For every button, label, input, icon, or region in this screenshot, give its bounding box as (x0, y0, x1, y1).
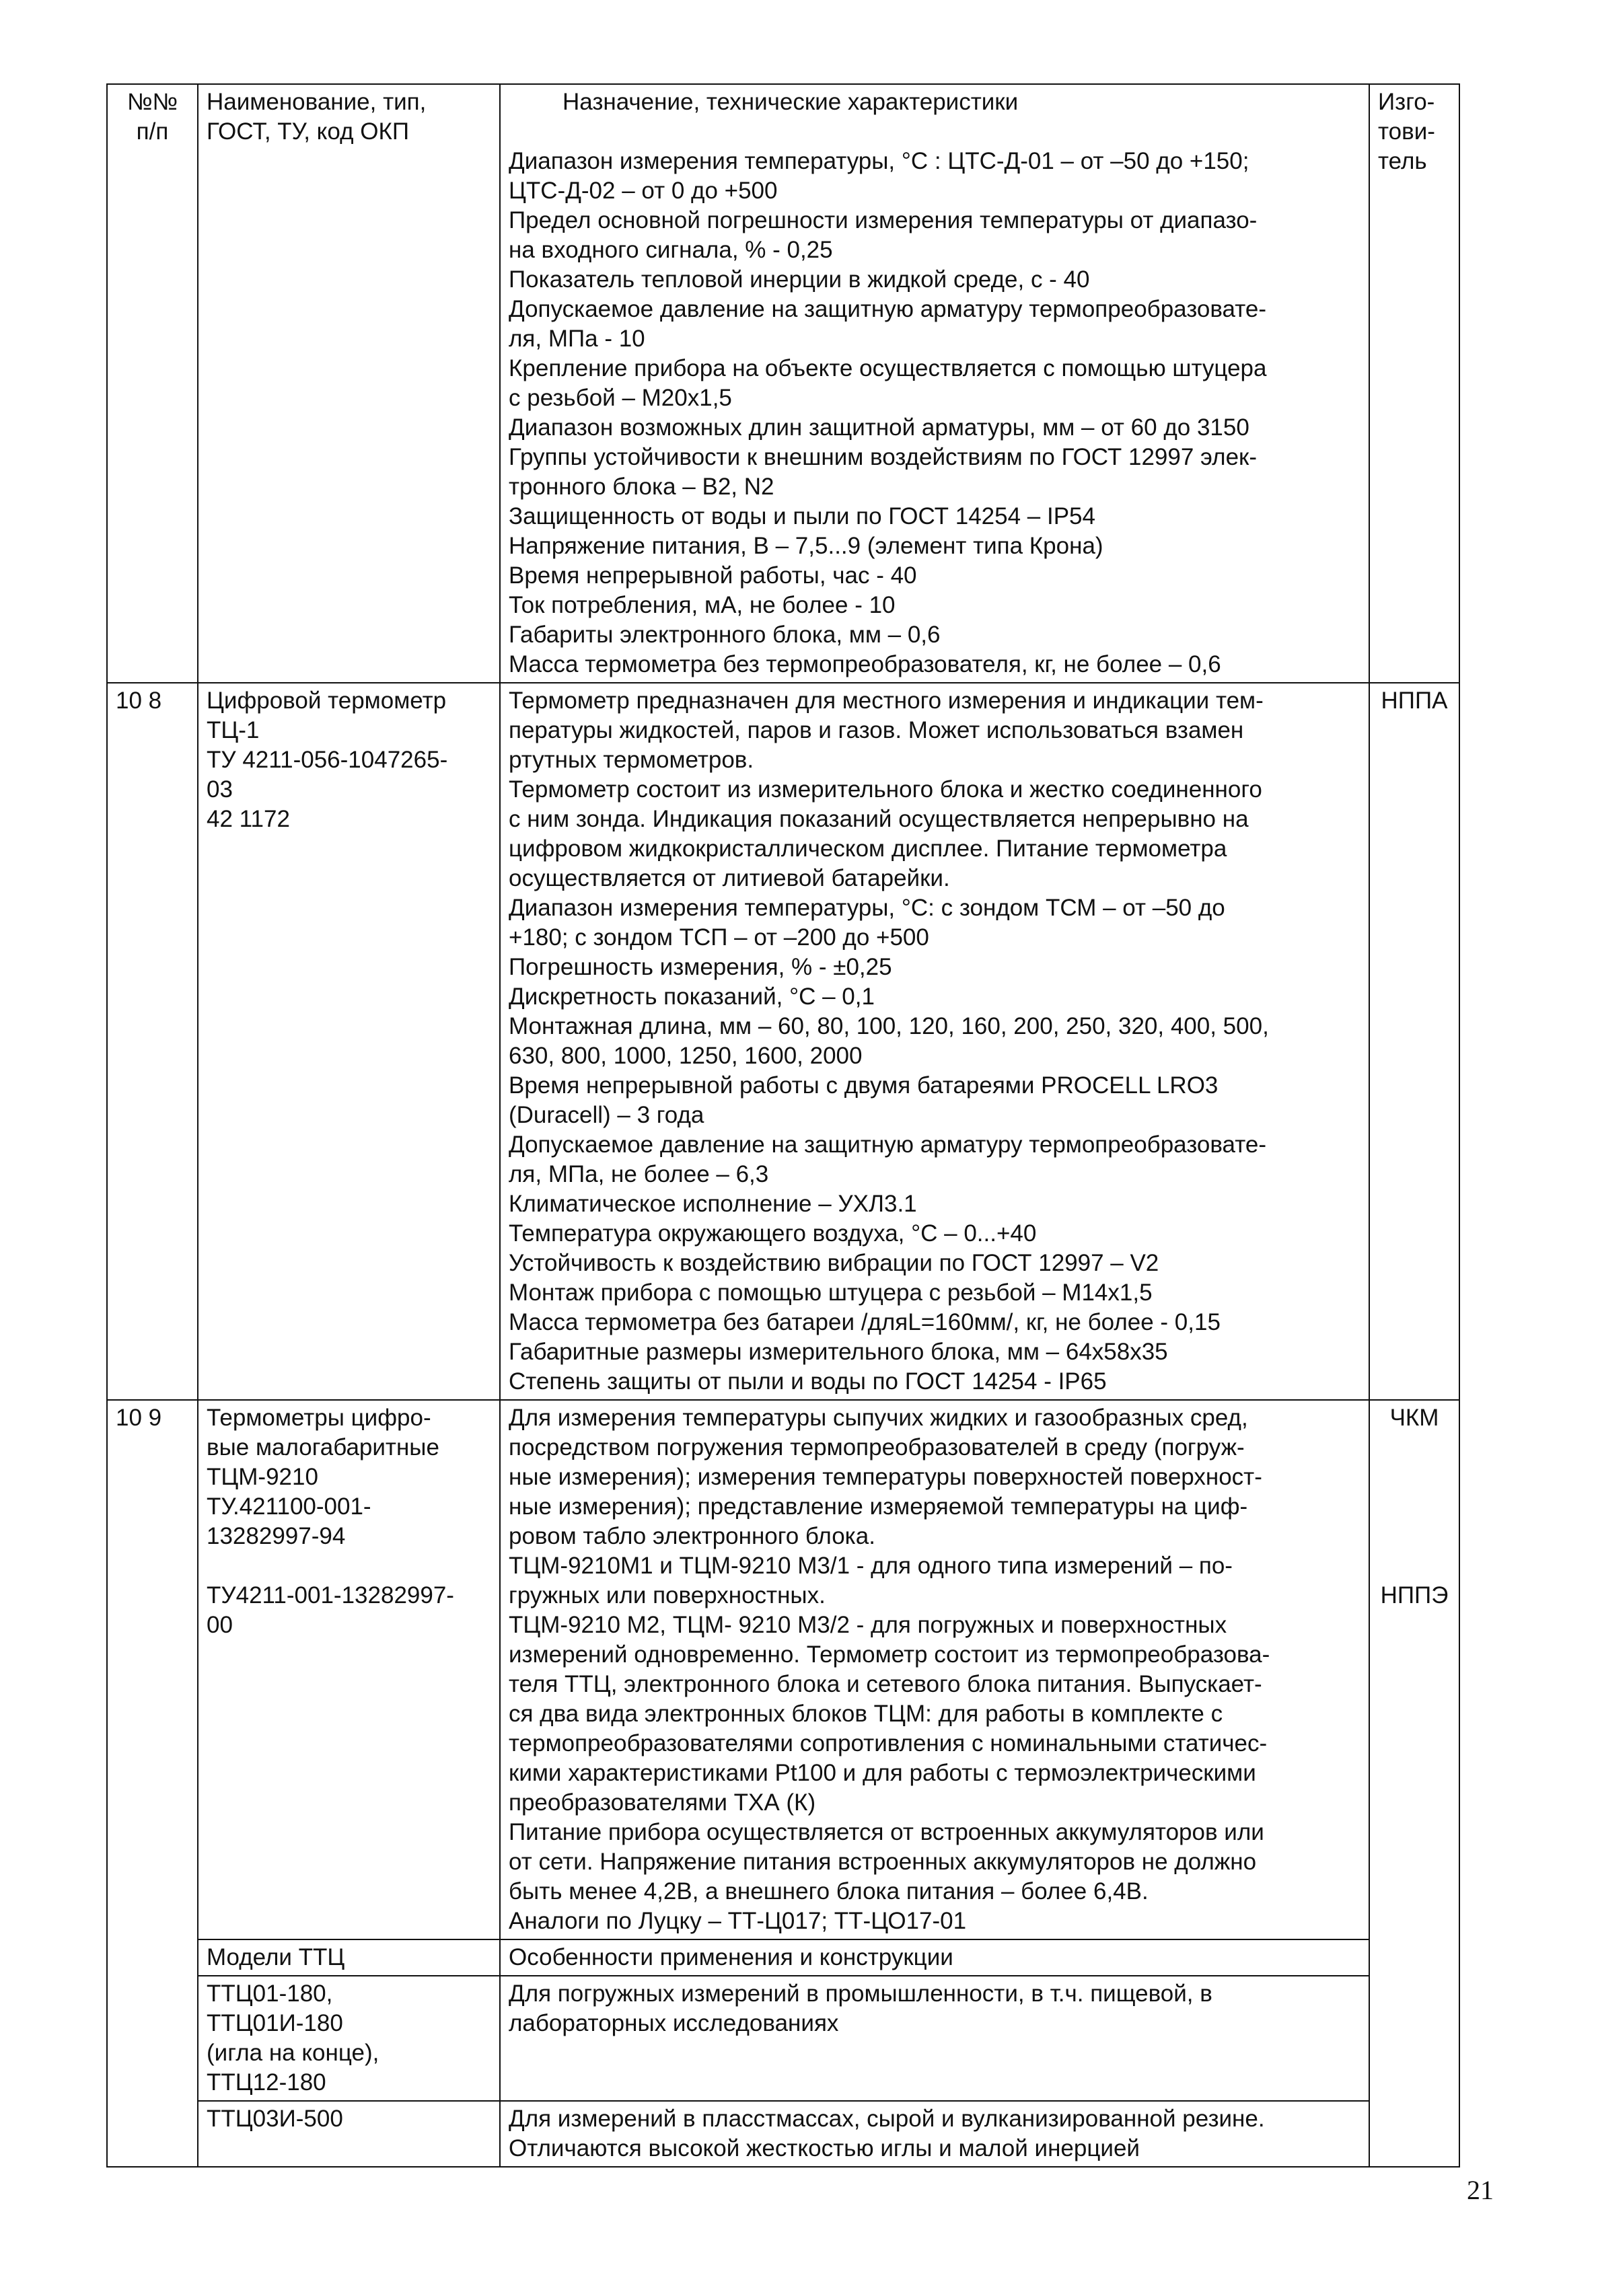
name-line: ТУ 4211-056-1047265- (207, 747, 448, 773)
spec-line: Температура окружающего воздуха, °С – 0...+40 (509, 1220, 1037, 1247)
model-line: ТТЦ12-180 (207, 2069, 326, 2096)
spec-line: Напряжение питания, В – 7,5...9 (элемент типа Крона) (509, 533, 1103, 559)
spec-line: ТЦМ-9210М1 и ТЦМ-9210 М3/1 - для одного типа измерений – по- (509, 1553, 1233, 1579)
spec-line: ля, МПа, не более – 6,3 (509, 1161, 769, 1187)
row-specs (500, 1400, 1369, 1939)
sub-header-models: Модели ТТЦ (198, 1939, 500, 1976)
name-line: ТЦ-1 (207, 717, 260, 743)
row-number: 10 8 (107, 683, 198, 1400)
spec-line: ТЦМ-9210 М2, ТЦМ- 9210 М3/2 - для погружных и поверхностных (509, 1612, 1227, 1638)
feature-line: Для измерений в пласстмассах, сырой и вулканизированной резине. (509, 2106, 1265, 2132)
name-line: 42 1172 (207, 806, 290, 832)
row-maker: НППА (1369, 683, 1459, 1400)
spec-line: Для измерения температуры сыпучих жидких и газообразных сред, (509, 1405, 1248, 1431)
feature-line: лабораторных исследованиях (509, 2010, 839, 2036)
header-maker-line: тови- (1378, 118, 1435, 145)
name-line: ТУ.421100-001- (207, 1493, 371, 1520)
spec-line: тронного блока – В2, N2 (509, 474, 774, 500)
model-line: ТТЦ01-180, (207, 1980, 333, 2007)
spec-line: от сети. Напряжение питания встроенных аккумуляторов не должно (509, 1849, 1257, 1875)
spec-line: Диапазон возможных длин защитной арматуры, мм – от 60 до 3150 (509, 414, 1249, 441)
spec-line: гружных или поверхностных. (509, 1582, 826, 1608)
spec-line: цифровом жидкокристаллическом дисплее. Питание термометра (509, 836, 1227, 862)
name-line: Цифровой термометр (207, 688, 447, 714)
spec-line: на входного сигнала, % - 0,25 (509, 237, 833, 263)
spec-line: Группы устойчивости к внешним воздействиям по ГОСТ 12997 элек- (509, 444, 1258, 470)
spec-line: Термометр состоит из измерительного блока и жестко соединенного (509, 776, 1262, 803)
name-line: 00 (207, 1612, 233, 1638)
header-maker (1369, 84, 1459, 683)
model-line: ТТЦ03И-500 (207, 2106, 343, 2132)
table-row-109 (107, 1400, 1459, 1939)
spec-line: (Duracell) – 3 года (509, 1102, 704, 1128)
header-number (107, 84, 198, 683)
spec-line: ся два вида электронных блоков ТЦМ: для работы в комплекте с (509, 1701, 1223, 1727)
spec-line: преобразователями ТХА (К) (509, 1789, 816, 1816)
row-name (198, 1400, 500, 1939)
table-header-row (107, 84, 1459, 683)
header-name (198, 84, 500, 683)
spec-line: Допускаемое давление на защитную арматуру термопреобразовате- (509, 1132, 1267, 1158)
spec-line: термопреобразователями сопротивления с номинальными статичес- (509, 1730, 1268, 1756)
spec-line: пературы жидкостей, паров и газов. Может использоваться взамен (509, 717, 1244, 743)
model-line: ТТЦ01И-180 (207, 2010, 343, 2036)
spec-line: +180; с зондом ТСП – от –200 до +500 (509, 924, 929, 951)
spec-line: с ним зонда. Индикация показаний осуществляется непрерывно на (509, 806, 1249, 832)
name-line: вые малогабаритные (207, 1434, 439, 1460)
sub-table-row (107, 1976, 1459, 2101)
sub-table-row (107, 2101, 1459, 2167)
name-line: 13282997-94 (207, 1523, 346, 1549)
header-number-line: п/п (136, 118, 169, 145)
sub-row-model (198, 2101, 500, 2167)
sub-row-feature (500, 2101, 1369, 2167)
spec-line: Показатель тепловой инерции в жидкой среде, с - 40 (509, 266, 1090, 293)
sub-row-model (198, 1976, 500, 2101)
maker-line: ЧКМ (1389, 1405, 1439, 1431)
spec-line: 630, 800, 1000, 1250, 1600, 2000 (509, 1043, 863, 1069)
spec-line: теля ТТЦ, электронного блока и сетевого блока питания. Выпускает- (509, 1671, 1262, 1697)
spec-line: Масса термометра без батареи /дляL=160мм/, кг, не более - 0,15 (509, 1309, 1221, 1335)
spec-line: измерений одновременно. Термометр состоит из термопреобразова- (509, 1641, 1270, 1668)
spec-line: Ток потребления, мА, не более - 10 (509, 592, 896, 618)
feature-line: Отличаются высокой жесткостью иглы и малой инерцией (509, 2135, 1140, 2161)
feature-line: Для погружных измерений в промышленности, в т.ч. пищевой, в (509, 1980, 1212, 2007)
spec-line: Питание прибора осуществляется от встроенных аккумуляторов или (509, 1819, 1264, 1845)
spec-line: Время непрерывной работы с двумя батареями PROCELL LRO3 (509, 1072, 1219, 1099)
header-maker-line: тель (1378, 148, 1427, 174)
spec-line: Дискретность показаний, °С – 0,1 (509, 984, 875, 1010)
name-line: ТЦМ-9210 (207, 1464, 318, 1490)
spec-line: Масса термометра без термопреобразователя, кг, не более – 0,6 (509, 651, 1221, 677)
spec-line: ные измерения); измерения температуры поверхностей поверхност- (509, 1464, 1262, 1490)
spec-line: Устойчивость к воздействию вибрации по ГОСТ 12997 – V2 (509, 1250, 1159, 1276)
name-line: ТУ4211-001-13282997- (207, 1582, 454, 1608)
spec-line: Допускаемое давление на защитную арматуру термопреобразовате- (509, 296, 1267, 322)
spec-line: с резьбой – М20х1,5 (509, 385, 732, 411)
spec-line: ртутных термометров. (509, 747, 754, 773)
spec-line: быть менее 4,2В, а внешнего блока питания – более 6,4В. (509, 1878, 1149, 1904)
spec-line: ровом табло электронного блока. (509, 1523, 875, 1549)
spec-line: Габариты электронного блока, мм – 0,6 (509, 622, 941, 648)
header-purpose-and-previous-specs (500, 84, 1369, 683)
spec-line: Диапазон измерения температуры, °С : ЦТС-Д-01 – от –50 до +150; (509, 148, 1249, 174)
header-name-line: ГОСТ, ТУ, код ОКП (207, 118, 410, 145)
header-maker-line: Изго- (1378, 89, 1435, 115)
spec-line: Диапазон измерения температуры, °С: с зондом ТСМ – от –50 до (509, 895, 1225, 921)
spec-line: посредством погружения термопреобразователей в среду (погруж- (509, 1434, 1245, 1460)
spec-line: ля, МПа - 10 (509, 326, 645, 352)
spec-line: Время непрерывной работы, час - 40 (509, 562, 917, 589)
header-number-line: №№ (126, 89, 178, 115)
spec-line: кими характеристиками Pt100 и для работы с термоэлектрическими (509, 1760, 1256, 1786)
row-number: 10 9 (107, 1400, 198, 2167)
spec-line: Степень защиты от пыли и воды по ГОСТ 14254 - IP65 (509, 1368, 1107, 1395)
header-name-line: Наименование, тип, (207, 89, 427, 115)
spec-line: Термометр предназначен для местного измерения и индикации тем- (509, 688, 1264, 714)
table-row-108 (107, 683, 1459, 1400)
spec-line: Предел основной погрешности измерения температуры от диапазо- (509, 207, 1258, 233)
page-number: 21 (1467, 2175, 1494, 2205)
spec-line: Монтаж прибора с помощью штуцера с резьбой – М14х1,5 (509, 1280, 1153, 1306)
sub-header-features: Особенности применения и конструкции (500, 1939, 1369, 1976)
row-specs (500, 683, 1369, 1400)
spec-line: осуществляется от литиевой батарейки. (509, 865, 950, 891)
row-name (198, 683, 500, 1400)
spec-line: Габаритные размеры измерительного блока, мм – 64х58х35 (509, 1339, 1168, 1365)
row-maker (1369, 1400, 1459, 2167)
model-line: (игла на конце), (207, 2040, 379, 2066)
sub-row-feature (500, 1976, 1369, 2101)
spec-line: Погрешность измерения, % - ±0,25 (509, 954, 892, 980)
spec-line: Защищенность от воды и пыли по ГОСТ 14254 – IP54 (509, 503, 1095, 529)
name-line: Термометры цифро- (207, 1405, 431, 1431)
spec-line: Крепление прибора на объекте осуществляется с помощью штуцера (509, 355, 1267, 381)
spec-line: ные измерения); представление измеряемой температуры на циф- (509, 1493, 1248, 1520)
sub-table-header-row (107, 1939, 1459, 1976)
name-line: 03 (207, 776, 233, 803)
spec-line: ЦТС-Д-02 – от 0 до +500 (509, 178, 778, 204)
equipment-table (106, 83, 1460, 2168)
spec-line: Монтажная длина, мм – 60, 80, 100, 120, 160, 200, 250, 320, 400, 500, (509, 1013, 1269, 1039)
spec-line: Климатическое исполнение – УХЛ3.1 (509, 1191, 917, 1217)
maker-line: НППЭ (1380, 1582, 1449, 1608)
spec-line: Аналоги по Луцку – ТТ-Ц017; ТТ-ЦО17-01 (509, 1908, 967, 1934)
header-purpose: Назначение, технические характеристики (562, 89, 1019, 115)
